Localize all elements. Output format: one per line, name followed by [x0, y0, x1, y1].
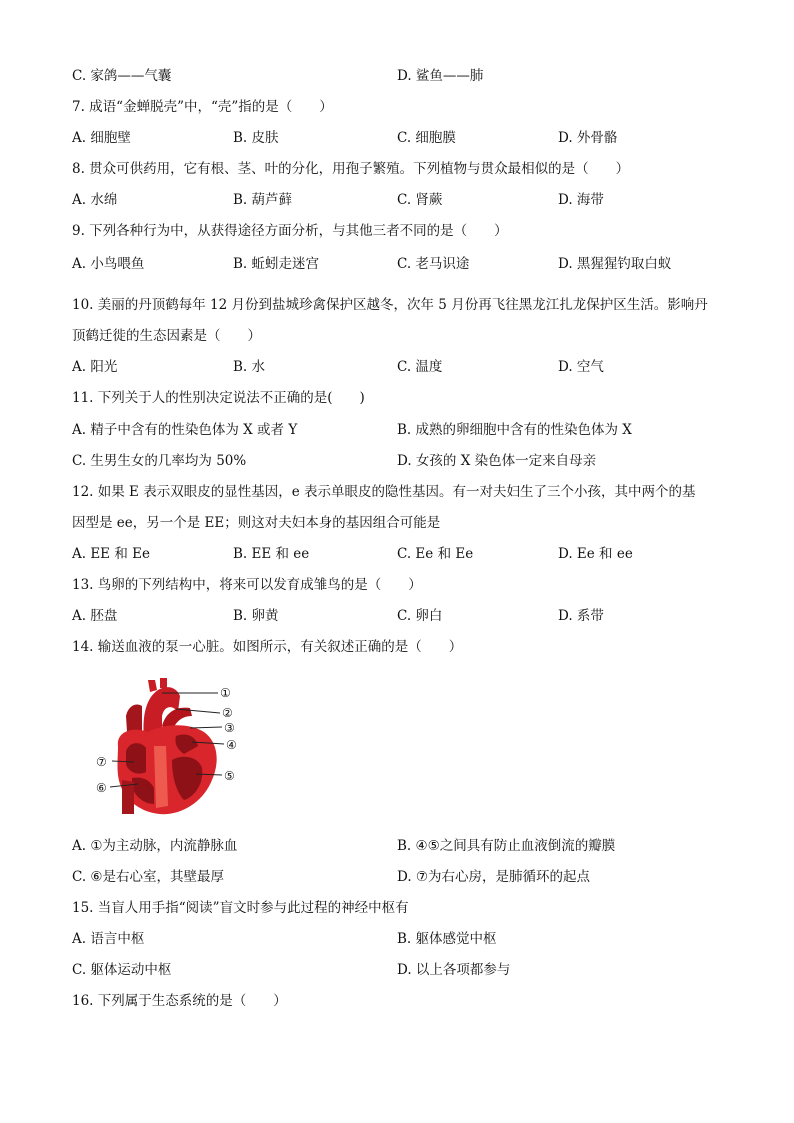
question-text: 14. 输送血液的泵一心脏。如图所示，有关叙述正确的是（ ） — [72, 639, 463, 655]
answer-option[interactable]: C. 细胞膜 — [397, 130, 456, 146]
answer-option[interactable]: C. Ee 和 Ee — [397, 546, 474, 562]
answer-option[interactable]: A. 细胞壁 — [72, 130, 131, 146]
question-text: 15. 当盲人用手指“阅读”盲文时参与此过程的神经中枢有 — [72, 900, 409, 916]
answer-option[interactable]: B. ④⑤之间具有防止血液倒流的瓣膜 — [397, 838, 616, 854]
answer-option[interactable]: B. 水 — [233, 359, 266, 375]
answer-option[interactable]: C. 生男生女的几率均为 50% — [72, 453, 247, 469]
answer-option[interactable]: D. 黑猩猩钓取白蚁 — [558, 256, 672, 272]
answer-option[interactable]: A. 水绵 — [72, 192, 118, 208]
answer-option[interactable]: C. ⑥是右心室，其壁最厚 — [72, 869, 225, 885]
answer-option[interactable]: D. 系带 — [558, 608, 604, 624]
answer-option[interactable]: A. 小鸟喂鱼 — [72, 256, 145, 272]
question-text: 11. 下列关于人的性别决定说法不正确的是( ) — [72, 390, 365, 406]
question-text: 13. 鸟卵的下列结构中，将来可以发育成雏鸟的是（ ） — [72, 577, 422, 593]
question-text: 7. 成语“金蝉脱壳”中，“壳”指的是（ ） — [72, 99, 333, 115]
answer-option[interactable]: B. 卵黄 — [233, 608, 279, 624]
heart-label-1: ① — [220, 686, 231, 700]
heart-label-7: ⑦ — [96, 755, 107, 769]
answer-option[interactable]: D. 外骨骼 — [558, 130, 618, 146]
heart-label-2: ② — [222, 706, 233, 720]
answer-option[interactable]: A. 精子中含有的性染色体为 X 或者 Y — [72, 422, 298, 438]
answer-option[interactable]: D. 女孩的 X 染色体一定来自母亲 — [397, 453, 597, 469]
question-text: 10. 美丽的丹顶鹤每年 12 月份到盐城珍禽保护区越冬，次年 5 月份再飞往黑龙江扎龙保护区生活。影响丹 — [72, 297, 708, 313]
aorta-branch — [160, 678, 167, 688]
answer-option[interactable]: D. Ee 和 ee — [558, 546, 633, 562]
answer-option[interactable]: D. 鲨鱼——肺 — [397, 68, 484, 84]
heart-label-4: ④ — [226, 738, 237, 752]
question-text: 9. 下列各种行为中，从获得途径方面分析，与其他三者不同的是（ ） — [72, 223, 508, 239]
answer-option[interactable]: D. ⑦为右心房，是肺循环的起点 — [397, 869, 591, 885]
question-text: 8. 贯众可供药用，它有根、茎、叶的分化，用孢子繁殖。下列植物与贯众最相似的是（ ） — [72, 161, 630, 177]
heart-label-5: ⑤ — [224, 769, 235, 783]
septum — [154, 746, 168, 808]
heart-diagram — [92, 676, 252, 821]
answer-option[interactable]: A. 胚盘 — [72, 608, 118, 624]
answer-option[interactable]: C. 家鸽——气囊 — [72, 68, 172, 84]
answer-option[interactable]: C. 躯体运动中枢 — [72, 962, 172, 978]
answer-option[interactable]: C. 温度 — [397, 359, 443, 375]
heart-label-6: ⑥ — [96, 781, 107, 795]
answer-option[interactable]: A. EE 和 Ee — [72, 546, 150, 562]
question-text: 顶鹤迁徙的生态因素是（ ） — [72, 328, 261, 344]
answer-option[interactable]: D. 空气 — [558, 359, 604, 375]
heart-label-3: ③ — [224, 721, 235, 735]
answer-option[interactable]: B. 葫芦藓 — [233, 192, 293, 208]
answer-option[interactable]: C. 肾蕨 — [397, 192, 443, 208]
answer-option[interactable]: B. EE 和 ee — [233, 546, 310, 562]
answer-option[interactable]: C. 卵白 — [397, 608, 443, 624]
answer-option[interactable]: C. 老马识途 — [397, 256, 470, 272]
right-atrium — [126, 743, 146, 774]
question-text: 因型是 ee，另一个是 EE；则这对夫妇本身的基因组合可能是 — [72, 515, 441, 531]
answer-option[interactable]: D. 海带 — [558, 192, 604, 208]
answer-option[interactable]: A. 阳光 — [72, 359, 118, 375]
answer-option[interactable]: B. 躯体感觉中枢 — [397, 931, 497, 947]
answer-option[interactable]: B. 皮肤 — [233, 130, 279, 146]
answer-option[interactable]: B. 蚯蚓走迷宫 — [233, 256, 320, 272]
answer-option[interactable]: A. ①为主动脉，内流静脉血 — [72, 838, 238, 854]
answer-option[interactable]: A. 语言中枢 — [72, 931, 145, 947]
answer-option[interactable]: D. 以上各项都参与 — [397, 962, 511, 978]
question-text: 12. 如果 E 表示双眼皮的显性基因，e 表示单眼皮的隐性基因。有一对夫妇生了三个小孩，其中两个的基 — [72, 484, 696, 500]
question-text: 16. 下列属于生态系统的是（ ） — [72, 993, 287, 1009]
answer-option[interactable]: B. 成熟的卵细胞中含有的性染色体为 X — [397, 422, 632, 438]
aorta-branch — [148, 680, 157, 692]
